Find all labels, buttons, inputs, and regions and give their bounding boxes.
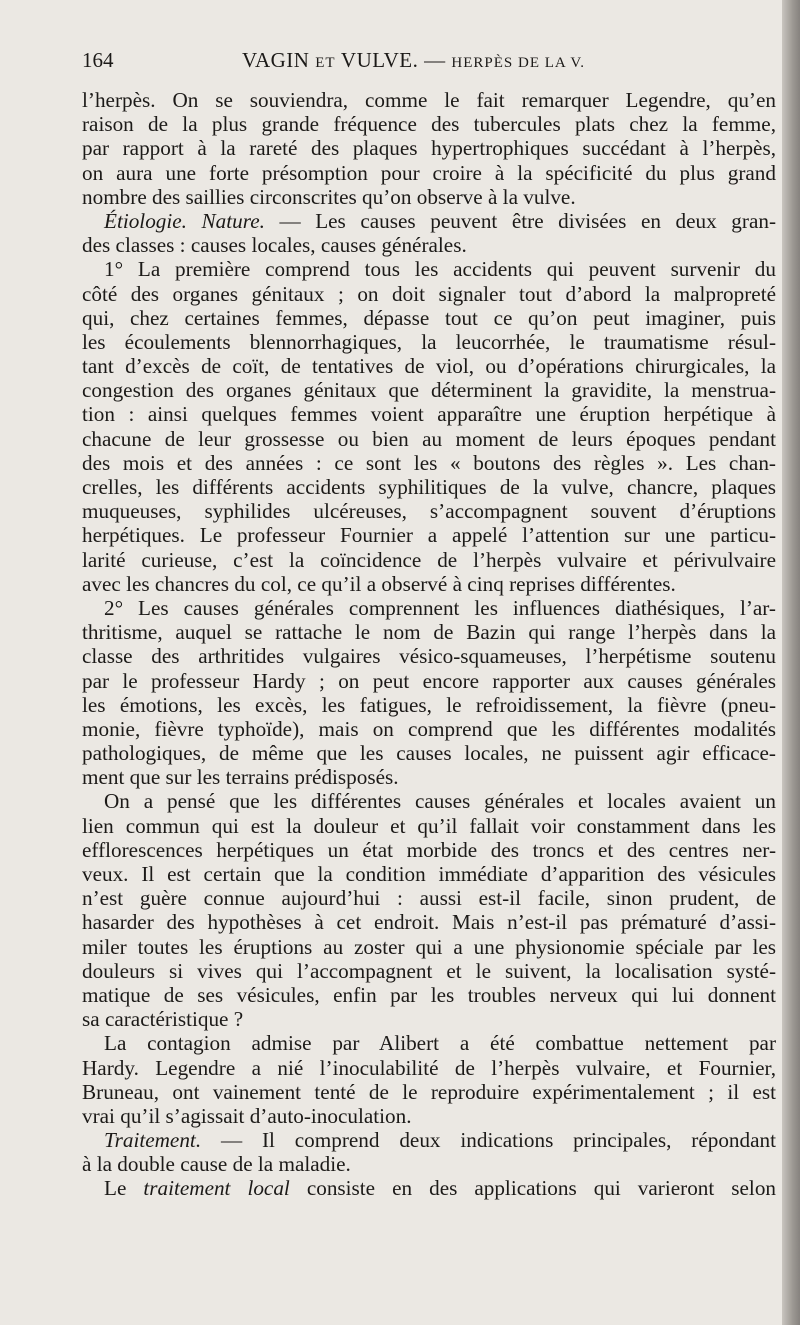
text-line: On a pensé que les différentes causes générales et locales avaient un: [104, 789, 776, 814]
text-line: tion : ainsi quelques femmes voient apparaître une éruption herpétique à: [82, 402, 776, 427]
text-line: Étiologie. Nature. — Les causes peuvent être divisées en deux gran-: [104, 208, 776, 233]
text-line: muqueuses, syphilides ulcéreuses, s’accompagnent souvent d’éruptions: [82, 499, 776, 524]
text-line: Bruneau, ont vainement tenté de le reproduire expérimentalement ; il est: [82, 1079, 776, 1104]
text-line: miler toutes les éruptions au zoster qui a une physionomie spéciale par les: [82, 934, 776, 959]
text-line: les émotions, les excès, les fatigues, le refroidissement, la fièvre (pneu-: [82, 692, 776, 717]
text-line: 1° La première comprend tous les accidents qui peuvent survenir du: [104, 257, 776, 282]
text-line: efflorescences herpétiques un état morbide des troncs et des centres ner-: [82, 837, 776, 862]
text-line: nombre des saillies circonscrites qu’on observe à la vulve.: [82, 184, 576, 209]
text-line: côté des organes génitaux ; on doit signaler tout d’abord la malpropreté: [82, 281, 776, 306]
text-line: par rapport à la rareté des plaques hypertrophiques succédant à l’herpès,: [82, 136, 776, 161]
page-header: [82, 48, 774, 82]
text-line: n’est guère connue aujourd’hui : aussi est-il facile, sinon prudent, de: [82, 886, 776, 911]
text-line: sa caractéristique ?: [82, 1007, 244, 1032]
text-line: Hardy. Legendre a nié l’inoculabilité de l’herpès vulvaire, et Fournier,: [82, 1055, 776, 1080]
text-line: avec les chancres du col, ce qu’il a observé à cinq reprises différentes.: [82, 571, 676, 596]
text-line: congestion des organes génitaux que déterminent la gravidite, la menstrua-: [82, 378, 776, 403]
running-title: VAGIN ET VULVE. — HERPÈS DE LA V.: [242, 48, 586, 72]
body-text: [82, 88, 776, 1201]
text-line: l’herpès. On se souviendra, comme le fait remarquer Legendre, qu’en: [82, 88, 776, 112]
text-line: larité curieuse, c’est la coïncidence de l’herpès vulvaire et périvulvaire: [82, 547, 776, 572]
text-line: La contagion admise par Alibert a été combattue nettement par: [104, 1031, 776, 1056]
text-line: classe des arthritides vulgaires vésico-squameuses, l’herpétisme soutenu: [82, 644, 776, 669]
text-line: thritisme, auquel se rattache le nom de Bazin qui range l’herpès dans la: [82, 620, 776, 645]
page-number: 164: [82, 48, 114, 72]
text-line: raison de la plus grande fréquence des tubercules plats chez la femme,: [82, 112, 776, 137]
text-line: Le traitement local consiste en des applications qui varieront selon: [104, 1176, 777, 1201]
text-line: monie, fièvre typhoïde), mais on comprend que les différentes modalités: [82, 716, 776, 741]
treatment-heading: Traitement.: [104, 1128, 202, 1153]
text-line: ment que sur les terrains prédisposés.: [82, 765, 399, 790]
text-line: des classes : causes locales, causes générales.: [82, 233, 467, 258]
text-line: crelles, les différents accidents syphilitiques de la vulve, chancre, plaques: [82, 475, 776, 499]
text-line: hasarder des hypothèses à cet endroit. Mais n’est-il pas prématuré d’assi-: [82, 910, 776, 935]
text-line: chacune de leur grossesse ou bien au moment de leurs époques pendant: [82, 426, 776, 451]
text-line: 2° Les causes générales comprennent les influences diathésiques, l’ar-: [104, 595, 776, 620]
text-line: à la double cause de la maladie.: [82, 1152, 351, 1177]
text-line: par le professeur Hardy ; on peut encore rapporter aux causes générales: [82, 668, 776, 693]
text-line: matique de ses vésicules, enfin par les troubles nerveux qui lui donnent: [82, 982, 776, 1007]
text-line: veux. Il est certain que la condition immédiate d’apparition des vésicules: [82, 862, 776, 886]
text-line: vrai qu’il s’agissait d’auto-inoculation.: [82, 1103, 412, 1128]
text-line: les écoulements blennorrhagiques, la leucorrhée, le traumatisme résul-: [82, 329, 776, 354]
etiology-heading: Étiologie. Nature.: [104, 208, 265, 233]
text-line: herpétiques. Le professeur Fournier a appelé l’attention sur une particu-: [82, 523, 776, 548]
text-line: tant d’excès de coït, de tentatives de viol, ou d’opérations chirurgicales, la: [82, 354, 776, 379]
text-line: des mois et des années : ce sont les « boutons des règles ». Les chan-: [82, 450, 776, 475]
text-line: douleurs si vives qui l’accompagnent et le suivent, la localisation systé-: [82, 958, 776, 983]
text-line: Traitement. — Il comprend deux indications principales, répondant: [104, 1128, 776, 1153]
text-line: qui, chez certaines femmes, dépasse tout ce qu’on peut imaginer, puis: [82, 305, 776, 330]
local-treatment-term: traitement local: [143, 1176, 290, 1201]
text-line: on aura une forte présomption pour croire à la spécificité du plus grand: [82, 160, 776, 185]
page-edge-shadow: [782, 0, 800, 1325]
text-line: lien commun qui est la douleur et qu’il fallait voir constamment dans les: [82, 813, 776, 838]
text-line: pathologiques, de même que les causes locales, ne puissent agir efficace-: [82, 741, 776, 766]
